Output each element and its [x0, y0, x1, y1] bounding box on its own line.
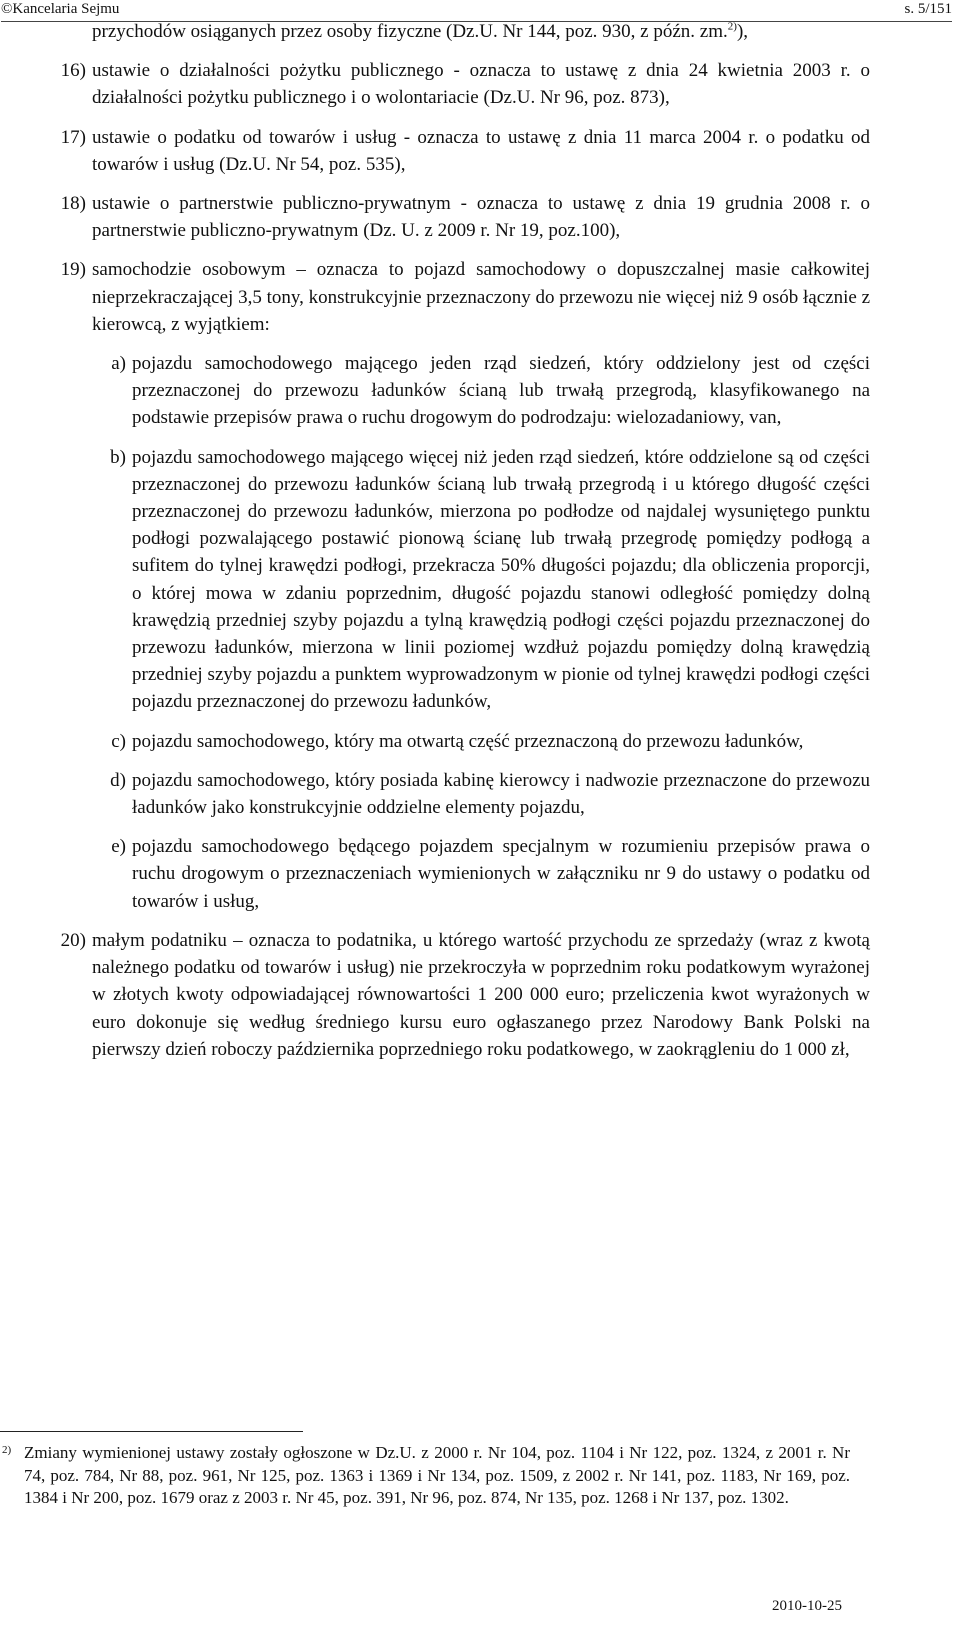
intro-num-spacer	[20, 18, 92, 45]
item-number: 19)	[60, 259, 86, 281]
sub-item-letter: d)	[110, 769, 126, 791]
sub-item-text: pojazdu samochodowego mającego więcej niż jeden rząd siedzeń, które oddzielone są od części przeznaczonej do przewozu ładunków ścianą lub trwałą przegrodą i u którego długość części przeznaczonej do przewozu ładunków, mierzona po podłodze od najdalej wysuniętego punktu podłogi pozwalającego postawić pionową ścianę lub trwałą przegrodę pomiędzy podłogą a sufitem do tylnej krawędzi podłogi, przekracza 50% długości pojazdu; dla obliczenia proporcji, o której mowa w zdaniu poprzednim, długość pojazdu stanowi odległość pomiędzy dolną krawędzią przedniej szyby pojazdu a tylną krawędzią podłogi części pojazdu przeznaczonej do przewozu ładunków, mierzona w linii poziomej wzdłuż pojazdu pomiędzy dolną krawędzią przedniej szyby pojazdu a punktem wyprowadzonym w pionie od tylnej krawędzi podłogi części pojazdu przeznaczonej do przewozu ładunków,	[132, 446, 870, 713]
sub-item-text: pojazdu samochodowego mającego jeden rząd siedzeń, który oddzielony jest od części przeznaczonej do przewozu ładunków ścianą lub trwałą przegrodą, klasyfikowanego na podstawie przepisów prawa o ruchu drogowym do podrodzaju: wielozadaniowy, van,	[132, 353, 870, 429]
sub-item-text: pojazdu samochodowego będącego pojazdem specjalnym w rozumieniu przepisów prawa o ruchu drogowym o przeznaczeniach wymienionych w załączniku nr 9 do ustawy o podatku od towarów i usług,	[132, 836, 870, 912]
item-number: 18)	[60, 193, 86, 215]
document-body	[20, 18, 870, 1063]
sub-item-letter: b)	[110, 446, 126, 468]
sub-item	[20, 767, 870, 821]
item-number: 17)	[60, 126, 86, 148]
footer-date: 2010-10-25	[772, 1598, 842, 1614]
sub-item	[20, 444, 870, 716]
footnote-reference[interactable]: 2)	[727, 20, 737, 33]
item-text: ustawie o partnerstwie publiczno-prywatnym - oznacza to ustawę z dnia 19 grudnia 2008 r. o partnerstwie publiczno-prywatnym (Dz. U. z 2009 r. Nr 19, poz.100),	[92, 193, 870, 242]
footnote	[0, 1442, 850, 1510]
list-item-20	[20, 927, 870, 1063]
footnote-text: Zmiany wymienionej ustawy zostały ogłoszone w Dz.U. z 2000 r. Nr 104, poz. 1104 i Nr 122, poz. 1324, z 2001 r. Nr 74, poz. 784, Nr 88, poz. 961, Nr 125, poz. 1363 i 1369 i Nr 134, poz. 1509, z 2002 r. Nr 141, poz. 1183, Nr 169, poz. 1384 i Nr 200, poz. 1679 oraz z 2003 r. Nr 45, poz. 391, Nr 96, poz. 874, Nr 135, poz. 1268 i Nr 137, poz. 1302.	[24, 1443, 850, 1507]
sub-item	[20, 350, 870, 432]
list-item	[20, 190, 870, 244]
item-number: 16)	[60, 60, 86, 82]
sub-item-letter: c)	[111, 730, 126, 752]
item-number: 20)	[60, 929, 86, 951]
page-number: s. 5/151	[904, 1, 952, 17]
footnote-divider	[0, 1431, 303, 1432]
intro-text-before: przychodów osiąganych przez osoby fizyczne (Dz.U. Nr 144, poz. 930, z późn. zm.	[92, 21, 728, 42]
sub-item-letter: e)	[111, 836, 126, 858]
list-item-19	[20, 256, 870, 338]
item-text: ustawie o działalności pożytku publicznego - oznacza to ustawę z dnia 24 kwietnia 2003 r. o działalności pożytku publicznego i o wolontariacie (Dz.U. Nr 96, poz. 873),	[92, 60, 870, 109]
list-item	[20, 124, 870, 178]
sub-item	[20, 728, 870, 755]
sub-item-letter: a)	[111, 353, 126, 375]
footnote-mark: 2)	[2, 1444, 12, 1456]
item-text: ustawie o podatku od towarów i usług - oznacza to ustawę z dnia 11 marca 2004 r. o podatku od towarów i usług (Dz.U. Nr 54, poz. 535),	[92, 126, 870, 175]
intro-continuation	[20, 18, 870, 45]
sub-item	[20, 833, 870, 915]
sub-item-text: pojazdu samochodowego, który ma otwartą część przeznaczoną do przewozu ładunków,	[132, 730, 804, 752]
item-text: samochodzie osobowym – oznacza to pojazd samochodowy o dopuszczalnej masie całkowitej nieprzekraczającej 3,5 tony, konstrukcyjnie przeznaczony do przewozu nie więcej niż 9 osób łącznie z kierowcą, z wyjątkiem:	[92, 259, 870, 335]
intro-text-after: ),	[736, 21, 749, 42]
list-item	[20, 57, 870, 111]
sub-item-text: pojazdu samochodowego, który posiada kabinę kierowcy i nadwozie przeznaczone do przewozu ładunków jako konstrukcyjnie oddzielne elementy pojazdu,	[132, 769, 870, 819]
item-text: małym podatniku – oznacza to podatnika, u którego wartość przychodu ze sprzedaży (wraz z kwotą należnego podatku od towarów i usług) nie przekroczyła w poprzednim roku podatkowym wyrażonej w złotych kwoty odpowiadającej równowartości 1 200 000 euro; przeliczenia kwot wyrażonych w euro dokonuje się według średniego kursu euro ogłaszanego przez Narodowy Bank Polski na pierwszy dzień roboczy października poprzedniego roku podatkowego, w zaokrągleniu do 1 000 zł,	[92, 929, 870, 1060]
header-copyright: ©Kancelaria Sejmu	[1, 1, 120, 17]
